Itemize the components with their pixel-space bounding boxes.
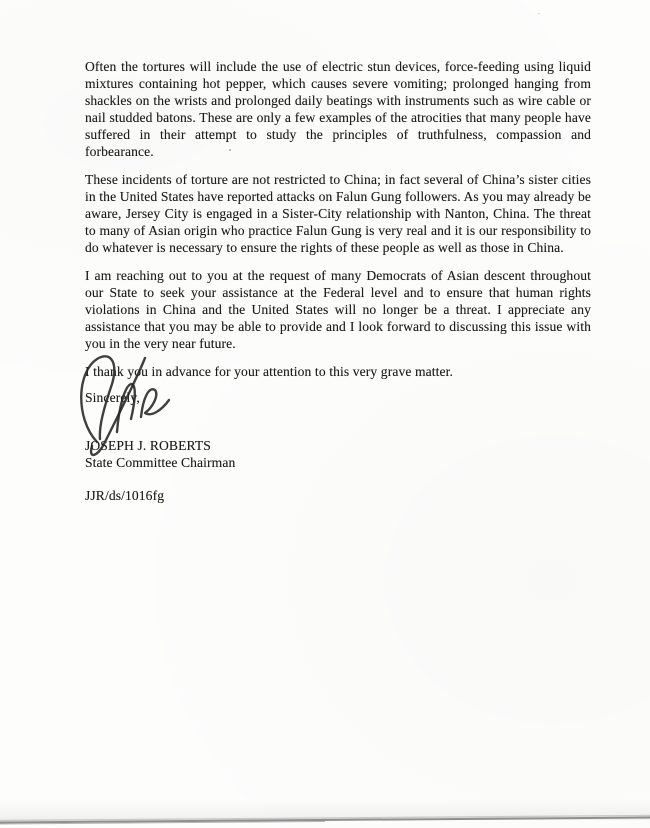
letter-paragraph-4: I thank you in advance for your attention to this very grave matter. bbox=[85, 364, 454, 379]
signer-title: State Committee Chairman bbox=[85, 455, 236, 470]
signer-name: JOSEPH J. ROBERTS bbox=[85, 438, 211, 453]
letter-paragraph-1: Often the tortures will include the use of electric stun devices, force-feeding using liquid mixtures containing hot pepper, which causes severe vomiting; prolonged hanging from shackles on the wrists and prolonged daily beatings with instruments such as wire cable or nail studded batons. These are only a few examples of the atrocities that many people have suffered in their attempt to study the principles of truthfulness, compassion and forbearance. bbox=[85, 59, 591, 159]
letter-paragraph-3: I am reaching out to you at the request of many Democrats of Asian descent throughout our State to seek your assistance at the Federal level and to ensure that human rights violations in China and the United States will no longer be a threat. I appreciate any assistance that you may be able to provide and I look forward to discussing this issue with you in the very near future. bbox=[85, 268, 591, 351]
closing-salutation: Sincerely, bbox=[85, 390, 140, 405]
scan-speck bbox=[538, 13, 540, 14]
letter-body bbox=[85, 58, 591, 504]
reference-initials: JJR/ds/1016fg bbox=[85, 488, 165, 503]
letter-paragraph-2: These incidents of torture are not restricted to China; in fact several of China’s sister cities in the United States have reported attacks on Falun Gung followers. As you may already be aware, Jersey City is engaged in a Sister-City relationship with Nanton, China. The threat to many of Asian origin who practice Falun Gung is very real and it is our responsibility to do whatever is necessary to ensure the rights of these people as well as those in China. bbox=[85, 172, 591, 255]
scan-speck bbox=[229, 149, 231, 151]
scan-edge-shadow bbox=[0, 800, 650, 820]
